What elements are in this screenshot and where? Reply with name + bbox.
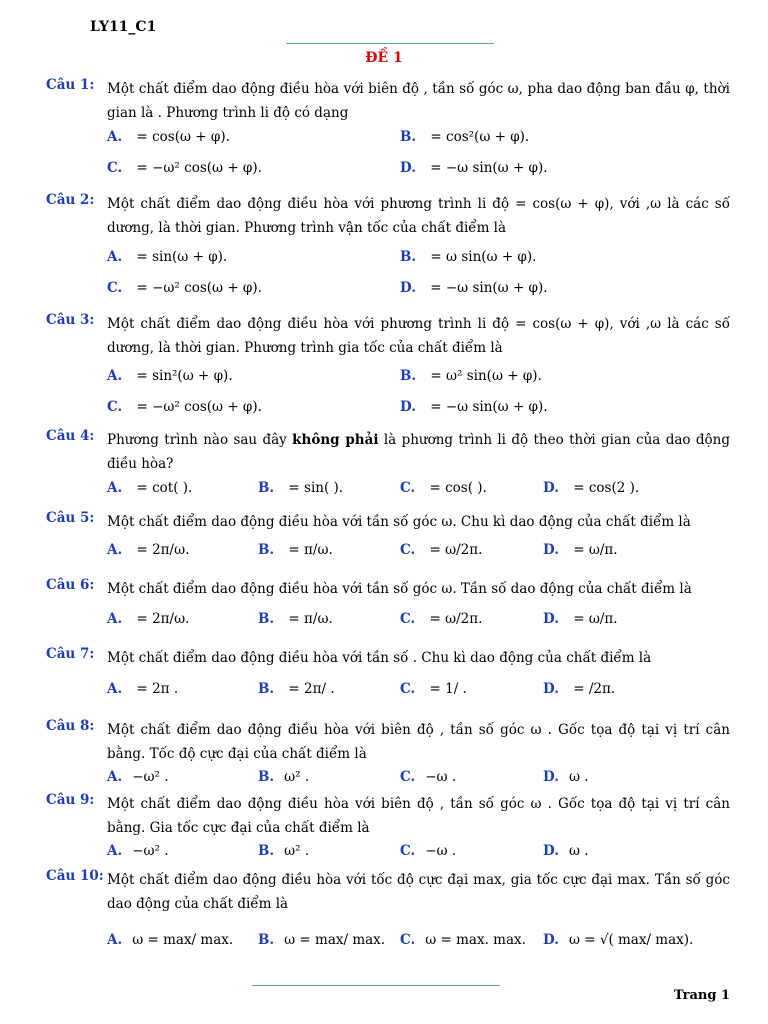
divider-bottom: [252, 985, 500, 986]
question-stem: Một chất điểm dao động điều hòa với tốc độ cực đại max, gia tốc cực đại max. Tần số góc dao động của chất điểm là: [107, 872, 730, 912]
option-c: C. = −ω² cos(ω + φ).: [107, 160, 262, 176]
option-c: C. = −ω² cos(ω + φ).: [107, 399, 262, 415]
question-number: Câu 5:: [46, 510, 95, 526]
option-b: B. = 2π/ .: [258, 681, 335, 697]
question-number: Câu 3:: [46, 312, 95, 328]
option-d: D. = cos(2 ).: [543, 480, 640, 496]
question-stem: Một chất điểm dao động điều hòa với tần số góc ω. Chu kì dao động của chất điểm là: [107, 514, 691, 530]
option-b: B. = ω sin(ω + φ).: [400, 249, 537, 265]
option-a: A. = sin²(ω + φ).: [107, 368, 233, 384]
question-stem: Một chất điểm dao động điều hòa với phương trình li độ = cos(ω + φ), với ,ω là các số dương, là thời gian. Phương trình gia tốc của chất điểm là: [107, 316, 730, 356]
option-a: A. = cot( ).: [107, 480, 193, 496]
option-d: D. = −ω sin(ω + φ).: [400, 280, 548, 296]
option-b: B. = cos²(ω + φ).: [400, 129, 530, 145]
option-d: D. = −ω sin(ω + φ).: [400, 399, 548, 415]
option-d: D. = ω/π.: [543, 611, 618, 627]
header-code: LY11_C1: [90, 19, 157, 35]
option-a: A. −ω² .: [107, 769, 169, 785]
option-d: D. ω .: [543, 769, 589, 785]
option-a: A. = 2π/ω.: [107, 542, 190, 558]
question-number: Câu 6:: [46, 577, 95, 593]
option-b: B. = sin( ).: [258, 480, 344, 496]
option-c: C. = −ω² cos(ω + φ).: [107, 280, 262, 296]
question-number: Câu 10:: [46, 868, 104, 884]
question-number: Câu 2:: [46, 192, 95, 208]
option-b: B. = π/ω.: [258, 611, 333, 627]
exam-title: ĐỀ 1: [365, 50, 403, 66]
page-number: Trang 1: [673, 988, 730, 1003]
option-d: D. = −ω sin(ω + φ).: [400, 160, 548, 176]
option-c: C. = cos( ).: [400, 480, 487, 496]
question-stem: Phương trình nào sau đây không phải là phương trình li độ theo thời gian của dao động điều hòa?: [107, 432, 730, 472]
option-c: C. −ω .: [400, 843, 457, 859]
option-b: B. ω² .: [258, 769, 310, 785]
question-number: Câu 9:: [46, 792, 95, 808]
option-b: B. = ω² sin(ω + φ).: [400, 368, 542, 384]
option-d: D. = ω/π.: [543, 542, 618, 558]
option-c: C. ω = max. max.: [400, 932, 526, 948]
option-b: B. = π/ω.: [258, 542, 333, 558]
question-number: Câu 8:: [46, 718, 95, 734]
question-stem: Một chất điểm dao động điều hòa với biên độ , tần số góc ω . Gốc tọa độ tại vị trí cân bằng. Tốc độ cực đại của chất điểm là: [107, 722, 730, 762]
question-stem: Một chất điểm dao động điều hòa với tần số góc ω. Tần số dao động của chất điểm là: [107, 581, 692, 597]
question-number: Câu 1:: [46, 77, 95, 93]
option-c: C. = ω/2π.: [400, 611, 483, 627]
divider-top: [286, 43, 494, 44]
option-d: D. ω .: [543, 843, 589, 859]
option-a: A. ω = max/ max.: [107, 932, 234, 948]
emphasis-text: không phải: [292, 432, 379, 448]
option-a: A. = sin(ω + φ).: [107, 249, 228, 265]
option-c: C. = 1/ .: [400, 681, 467, 697]
option-b: B. ω = max/ max.: [258, 932, 386, 948]
question-stem: Một chất điểm dao động điều hòa với phương trình li độ = cos(ω + φ), với ,ω là các số dương, là thời gian. Phương trình vận tốc của chất điểm là: [107, 196, 730, 236]
option-d: D. = /2π.: [543, 681, 616, 697]
option-d: D. ω = √( max/ max).: [543, 932, 694, 948]
option-a: A. = cos(ω + φ).: [107, 129, 230, 145]
question-number: Câu 4:: [46, 428, 95, 444]
question-stem: Một chất điểm dao động điều hòa với tần số . Chu kì dao động của chất điểm là: [107, 650, 652, 666]
question-stem: Một chất điểm dao động điều hòa với biên độ , tần số góc ω . Gốc tọa độ tại vị trí cân bằng. Gia tốc cực đại của chất điểm là: [107, 796, 730, 836]
option-c: C. −ω .: [400, 769, 457, 785]
question-number: Câu 7:: [46, 646, 95, 662]
option-c: C. = ω/2π.: [400, 542, 483, 558]
option-a: A. = 2π .: [107, 681, 179, 697]
option-a: A. = 2π/ω.: [107, 611, 190, 627]
option-a: A. −ω² .: [107, 843, 169, 859]
question-stem: Một chất điểm dao động điều hòa với biên độ , tần số góc ω, pha dao động ban đầu φ, thời gian là . Phương trình li độ có dạng: [107, 81, 730, 121]
option-b: B. ω² .: [258, 843, 310, 859]
